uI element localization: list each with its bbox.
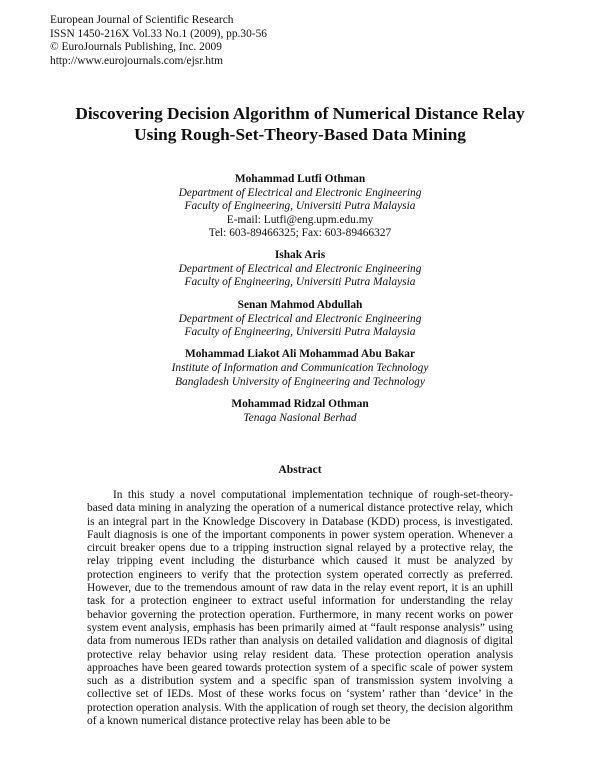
author-name: Mohammad Ridzal Othman xyxy=(231,397,369,410)
author-affiliation: Department of Electrical and Electronic Engineering xyxy=(178,187,422,200)
author-name: Mohammad Lutfi Othman xyxy=(234,173,366,185)
journal-url[interactable]: http://www.eurojournals.com/ejsr.htm xyxy=(50,54,223,67)
author-block xyxy=(60,398,540,425)
journal-name: European Journal of Scientific Research xyxy=(50,14,234,26)
author-block xyxy=(60,173,540,240)
author-block xyxy=(60,249,540,290)
copyright-line: © EuroJournals Publishing, Inc. 2009 xyxy=(50,41,222,54)
author-block xyxy=(60,348,540,389)
abstract-body: In this study a novel computational implementation technique of rough-set-theory-based data mining in analyzing the operation of a numerical distance protective relay, which is an integral part in the Knowledge Discovery in Database (KDD) process, is investigated. Fault diagnosis is one of the important components in power system operation. Whenever a circuit breaker opens due to a tripping instruction signal relayed by a protective relay, the relay tripping event including the disturbance which caused it must be analyzed by protection engineers to verify that the protection system operated correctly as preferred. However, due to the tremendous amount of raw data in the relay event report, it is an uphill task for a protection engineer to extract useful information for understanding the relay behavior governing the protection operation. Furthermore, in many recent works on power system event analysis, emphasis has been primarily aimed at “fault response analysis” using data from numerous IEDs rather than analysis on detailed validation and diagnosis of digital protective relay behavior using relay resident data. These protection operation analysis approaches have been geared towards protection system of a specific scale of power system such as a distribution system and a specific span of transmission system involving a collective set of IEDs. Most of these works focus on ‘system’ rather than ‘device’ in the protection operation analysis. With the application of rough set theory, the decision algorithm of a known numerical distance protective relay has been able to be xyxy=(87,489,513,728)
author-name: Ishak Aris xyxy=(274,249,326,262)
author-phone: Tel: 603-89466325; Fax: 603-89466327 xyxy=(208,226,392,239)
author-affiliation: Institute of Information and Communication Technology xyxy=(171,362,429,375)
author-affiliation: Tenaga Nasional Berhad xyxy=(243,412,357,425)
author-affiliation: Faculty of Engineering, Universiti Putra Malaysia xyxy=(184,326,416,339)
title-line-2: Using Rough-Set-Theory-Based Data Mining xyxy=(134,125,466,144)
author-list xyxy=(60,173,540,434)
author-affiliation: Faculty of Engineering, Universiti Putra Malaysia xyxy=(184,200,416,213)
author-name: Senan Mahmod Abdullah xyxy=(237,298,363,311)
author-block xyxy=(60,299,540,340)
author-email: E-mail: Lutfi@eng.upm.edu.my xyxy=(226,213,374,226)
title-line-1: Discovering Decision Algorithm of Numerical Distance Relay xyxy=(75,104,525,123)
author-name: Mohammad Liakot Ali Mohammad Abu Bakar xyxy=(184,348,416,361)
journal-header xyxy=(50,14,267,68)
abstract-heading: Abstract xyxy=(278,463,322,476)
paper-title xyxy=(40,103,560,145)
issn-line: ISSN 1450-216X Vol.33 No.1 (2009), pp.30-56 xyxy=(50,27,267,40)
author-affiliation: Department of Electrical and Electronic Engineering xyxy=(178,312,422,325)
author-affiliation: Faculty of Engineering, Universiti Putra Malaysia xyxy=(184,276,416,289)
author-affiliation: Department of Electrical and Electronic Engineering xyxy=(178,263,422,276)
author-affiliation: Bangladesh University of Engineering and Technology xyxy=(175,375,425,388)
